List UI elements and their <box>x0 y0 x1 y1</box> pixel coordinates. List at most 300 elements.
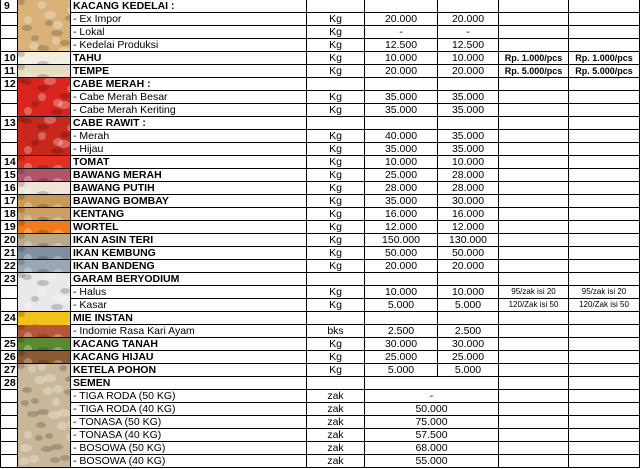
price-previous: 20.000 <box>365 13 438 26</box>
item-name: - Halus <box>71 286 307 299</box>
cement-bag-icon <box>18 364 71 468</box>
item-name: - TIGA RODA (40 KG) <box>71 403 307 416</box>
price-previous <box>365 312 438 325</box>
row-number <box>0 104 18 117</box>
item-name: BAWANG PUTIH <box>71 182 307 195</box>
note-current <box>569 91 640 104</box>
item-name: TEMPE <box>71 65 307 78</box>
note-current <box>569 0 640 13</box>
price-previous: 150.000 <box>365 234 438 247</box>
price-current: 35.000 <box>438 91 499 104</box>
note-current <box>569 273 640 286</box>
item-name: - BOSOWA (40 KG) <box>71 455 307 468</box>
note-previous <box>499 78 569 91</box>
row-number: 14 <box>0 156 18 169</box>
note-previous <box>499 312 569 325</box>
note-previous: 120/Zak isi 50 <box>499 299 569 312</box>
row-number <box>0 390 18 403</box>
item-name: - Hijau <box>71 143 307 156</box>
note-current <box>569 182 640 195</box>
price-previous: 10.000 <box>365 52 438 65</box>
table-row <box>0 403 640 416</box>
price-current <box>438 117 499 130</box>
price-previous: 12.000 <box>365 221 438 234</box>
price-current: 20.000 <box>438 65 499 78</box>
note-current <box>569 325 640 338</box>
note-previous <box>499 455 569 468</box>
price-previous: 25.000 <box>365 351 438 364</box>
price-current: 12.000 <box>438 221 499 234</box>
mackerel-icon <box>18 247 71 260</box>
red-chili-icon <box>18 78 71 117</box>
note-previous <box>499 221 569 234</box>
note-previous <box>499 247 569 260</box>
note-current <box>569 429 640 442</box>
unit-cell: Kg <box>307 338 365 351</box>
price-previous: - <box>365 26 438 39</box>
note-current <box>569 416 640 429</box>
price-current: 2.500 <box>438 325 499 338</box>
note-previous <box>499 325 569 338</box>
note-previous <box>499 364 569 377</box>
price-current: 35.000 <box>438 130 499 143</box>
note-current <box>569 377 640 390</box>
peanut-icon <box>18 325 71 338</box>
row-number <box>0 91 18 104</box>
table-row <box>0 78 640 91</box>
price-merged: - <box>365 390 499 403</box>
price-current <box>438 78 499 91</box>
table-row <box>0 312 640 325</box>
row-number <box>0 26 18 39</box>
table-row <box>0 117 640 130</box>
row-number <box>0 39 18 52</box>
note-current <box>569 39 640 52</box>
table-row <box>0 39 640 52</box>
price-previous: 35.000 <box>365 91 438 104</box>
row-number: 22 <box>0 260 18 273</box>
unit-cell: zak <box>307 416 365 429</box>
row-number: 27 <box>0 364 18 377</box>
price-current: 10.000 <box>438 156 499 169</box>
price-current <box>438 273 499 286</box>
price-previous: 20.000 <box>365 260 438 273</box>
price-previous: 10.000 <box>365 286 438 299</box>
table-row <box>0 143 640 156</box>
item-name: TAHU <box>71 52 307 65</box>
note-previous <box>499 338 569 351</box>
note-previous: Rp. 5.000/pcs <box>499 65 569 78</box>
note-previous <box>499 26 569 39</box>
unit-cell: Kg <box>307 39 365 52</box>
price-merged: 55.000 <box>365 455 499 468</box>
unit-cell <box>307 0 365 13</box>
price-current: 30.000 <box>438 338 499 351</box>
dried-anchovy-icon <box>18 234 71 247</box>
note-previous <box>499 403 569 416</box>
note-current: 120/Zak isi 50 <box>569 299 640 312</box>
unit-cell: Kg <box>307 104 365 117</box>
note-current <box>569 312 640 325</box>
item-name: BAWANG BOMBAY <box>71 195 307 208</box>
note-previous <box>499 169 569 182</box>
onion-icon <box>18 195 71 208</box>
price-previous: 50.000 <box>365 247 438 260</box>
row-number <box>0 13 18 26</box>
item-name: WORTEL <box>71 221 307 234</box>
item-name: IKAN ASIN TERI <box>71 234 307 247</box>
price-current <box>438 0 499 13</box>
price-previous: 28.000 <box>365 182 438 195</box>
row-number <box>0 403 18 416</box>
row-number: 23 <box>0 273 18 286</box>
price-current: 50.000 <box>438 247 499 260</box>
note-previous <box>499 91 569 104</box>
cassava-icon <box>18 351 71 364</box>
note-previous <box>499 13 569 26</box>
row-number <box>0 416 18 429</box>
item-name: - Ex Impor <box>71 13 307 26</box>
price-previous: 40.000 <box>365 130 438 143</box>
row-number: 26 <box>0 351 18 364</box>
unit-cell <box>307 78 365 91</box>
table-row <box>0 455 640 468</box>
price-current: 20.000 <box>438 260 499 273</box>
note-previous <box>499 0 569 13</box>
note-current <box>569 338 640 351</box>
unit-cell <box>307 312 365 325</box>
price-previous: 10.000 <box>365 156 438 169</box>
note-previous <box>499 195 569 208</box>
row-number: 10 <box>0 52 18 65</box>
row-number: 18 <box>0 208 18 221</box>
note-previous <box>499 156 569 169</box>
price-current: 10.000 <box>438 52 499 65</box>
unit-cell: Kg <box>307 299 365 312</box>
note-previous <box>499 416 569 429</box>
table-row <box>0 221 640 234</box>
unit-cell <box>307 273 365 286</box>
note-current <box>569 221 640 234</box>
table-row <box>0 234 640 247</box>
price-previous: 35.000 <box>365 104 438 117</box>
table-row <box>0 65 640 78</box>
table-row <box>0 338 640 351</box>
note-previous <box>499 351 569 364</box>
item-name: KACANG KEDELAI : <box>71 0 307 13</box>
table-row <box>0 52 640 65</box>
item-name: - TONASA (40 KG) <box>71 429 307 442</box>
unit-cell: Kg <box>307 286 365 299</box>
note-previous <box>499 390 569 403</box>
price-merged <box>365 377 499 390</box>
unit-cell: Kg <box>307 234 365 247</box>
unit-cell: Kg <box>307 26 365 39</box>
price-previous <box>365 273 438 286</box>
price-current: 5.000 <box>438 299 499 312</box>
note-current <box>569 26 640 39</box>
unit-cell: Kg <box>307 247 365 260</box>
table-row <box>0 299 640 312</box>
unit-cell: zak <box>307 390 365 403</box>
table-row <box>0 169 640 182</box>
note-previous <box>499 377 569 390</box>
item-name: - Kedelai Produksi <box>71 39 307 52</box>
row-number <box>0 130 18 143</box>
item-name: KACANG TANAH <box>71 338 307 351</box>
table-row <box>0 0 640 13</box>
table-row <box>0 247 640 260</box>
unit-cell: Kg <box>307 130 365 143</box>
price-current: 130.000 <box>438 234 499 247</box>
note-current <box>569 130 640 143</box>
item-name: CABE RAWIT : <box>71 117 307 130</box>
note-current <box>569 78 640 91</box>
price-previous: 35.000 <box>365 143 438 156</box>
note-current <box>569 208 640 221</box>
note-current <box>569 442 640 455</box>
potato-icon <box>18 208 71 221</box>
price-previous: 16.000 <box>365 208 438 221</box>
item-name: - Indomie Rasa Kari Ayam <box>71 325 307 338</box>
note-current <box>569 169 640 182</box>
price-current: 28.000 <box>438 182 499 195</box>
milkfish-icon <box>18 260 71 273</box>
unit-cell: zak <box>307 442 365 455</box>
price-merged: 75.000 <box>365 416 499 429</box>
note-previous <box>499 429 569 442</box>
unit-cell: Kg <box>307 182 365 195</box>
note-previous: Rp. 1.000/pcs <box>499 52 569 65</box>
note-current <box>569 117 640 130</box>
tempeh-icon <box>18 65 71 78</box>
table-row <box>0 156 640 169</box>
table-row <box>0 325 640 338</box>
unit-cell: bks <box>307 325 365 338</box>
unit-cell: Kg <box>307 143 365 156</box>
price-current: 20.000 <box>438 13 499 26</box>
price-current: 30.000 <box>438 195 499 208</box>
note-current <box>569 247 640 260</box>
item-name: - TIGA RODA (50 KG) <box>71 390 307 403</box>
item-name: - Cabe Merah Besar <box>71 91 307 104</box>
note-previous <box>499 39 569 52</box>
table-row <box>0 442 640 455</box>
note-current: 95/zak isi 20 <box>569 286 640 299</box>
table-row <box>0 91 640 104</box>
note-previous <box>499 234 569 247</box>
row-number: 9 <box>0 0 18 13</box>
price-previous: 12.500 <box>365 39 438 52</box>
price-merged: 57.500 <box>365 429 499 442</box>
price-current: 35.000 <box>438 143 499 156</box>
table-row <box>0 416 640 429</box>
price-merged: 50.000 <box>365 403 499 416</box>
table-row <box>0 273 640 286</box>
price-previous <box>365 0 438 13</box>
table-row <box>0 286 640 299</box>
note-current <box>569 260 640 273</box>
row-number: 20 <box>0 234 18 247</box>
price-previous <box>365 117 438 130</box>
note-previous <box>499 208 569 221</box>
note-previous <box>499 117 569 130</box>
tofu-icon <box>18 52 71 65</box>
note-current <box>569 104 640 117</box>
price-previous: 20.000 <box>365 65 438 78</box>
row-number: 16 <box>0 182 18 195</box>
item-name: - Lokal <box>71 26 307 39</box>
unit-cell: Kg <box>307 260 365 273</box>
unit-cell: Kg <box>307 351 365 364</box>
item-name: CABE MERAH : <box>71 78 307 91</box>
price-previous: 5.000 <box>365 364 438 377</box>
table-row <box>0 182 640 195</box>
unit-cell: Kg <box>307 169 365 182</box>
table-row <box>0 104 640 117</box>
price-current: 28.000 <box>438 169 499 182</box>
note-previous <box>499 104 569 117</box>
item-name: SEMEN <box>71 377 307 390</box>
price-current: - <box>438 26 499 39</box>
tomato-icon <box>18 156 71 169</box>
unit-cell: Kg <box>307 52 365 65</box>
unit-cell: Kg <box>307 91 365 104</box>
unit-cell: Kg <box>307 156 365 169</box>
table-row <box>0 377 640 390</box>
table-row <box>0 195 640 208</box>
item-name: KETELA POHON <box>71 364 307 377</box>
price-current: 12.500 <box>438 39 499 52</box>
price-current: 10.000 <box>438 286 499 299</box>
row-number: 25 <box>0 338 18 351</box>
row-number: 24 <box>0 312 18 325</box>
mung-bean-icon <box>18 338 71 351</box>
note-previous <box>499 182 569 195</box>
row-number <box>0 143 18 156</box>
table-row <box>0 429 640 442</box>
item-name: TOMAT <box>71 156 307 169</box>
row-number <box>0 325 18 338</box>
note-current <box>569 403 640 416</box>
row-number: 21 <box>0 247 18 260</box>
note-previous <box>499 273 569 286</box>
item-name: MIE INSTAN <box>71 312 307 325</box>
unit-cell: Kg <box>307 65 365 78</box>
garlic-icon <box>18 182 71 195</box>
note-current: Rp. 5.000/pcs <box>569 65 640 78</box>
note-current <box>569 195 640 208</box>
table-row <box>0 26 640 39</box>
note-previous <box>499 143 569 156</box>
row-number: 12 <box>0 78 18 91</box>
note-current <box>569 156 640 169</box>
price-previous: 5.000 <box>365 299 438 312</box>
note-current: Rp. 1.000/pcs <box>569 52 640 65</box>
note-previous: 95/zak isi 20 <box>499 286 569 299</box>
row-number: 19 <box>0 221 18 234</box>
note-current <box>569 234 640 247</box>
unit-cell: Kg <box>307 221 365 234</box>
price-previous: 30.000 <box>365 338 438 351</box>
price-current: 25.000 <box>438 351 499 364</box>
unit-cell: Kg <box>307 208 365 221</box>
row-number: 11 <box>0 65 18 78</box>
note-current <box>569 143 640 156</box>
item-name: GARAM BERYODIUM <box>71 273 307 286</box>
item-name: KENTANG <box>71 208 307 221</box>
table-row <box>0 390 640 403</box>
price-previous: 25.000 <box>365 169 438 182</box>
note-current <box>569 351 640 364</box>
note-current <box>569 390 640 403</box>
carrot-icon <box>18 221 71 234</box>
shallot-icon <box>18 169 71 182</box>
unit-cell: zak <box>307 455 365 468</box>
table-row <box>0 260 640 273</box>
note-previous <box>499 442 569 455</box>
note-current <box>569 13 640 26</box>
item-name: KACANG HIJAU <box>71 351 307 364</box>
table-row <box>0 364 640 377</box>
unit-cell: zak <box>307 429 365 442</box>
row-number <box>0 299 18 312</box>
salt-icon <box>18 273 71 312</box>
price-current: 35.000 <box>438 104 499 117</box>
price-previous <box>365 78 438 91</box>
row-number <box>0 429 18 442</box>
soybeans-icon <box>18 0 71 52</box>
table-row <box>0 13 640 26</box>
row-number <box>0 442 18 455</box>
table-row <box>0 208 640 221</box>
item-name: - Cabe Merah Keriting <box>71 104 307 117</box>
item-name: - Merah <box>71 130 307 143</box>
item-name: IKAN BANDENG <box>71 260 307 273</box>
price-previous: 2.500 <box>365 325 438 338</box>
unit-cell: Kg <box>307 364 365 377</box>
note-current <box>569 364 640 377</box>
item-name: - TONASA (50 KG) <box>71 416 307 429</box>
note-previous <box>499 260 569 273</box>
unit-cell: Kg <box>307 195 365 208</box>
item-name: - BOSOWA (50 KG) <box>71 442 307 455</box>
price-merged: 68.000 <box>365 442 499 455</box>
row-number <box>0 286 18 299</box>
price-current: 16.000 <box>438 208 499 221</box>
unit-cell: zak <box>307 403 365 416</box>
note-current <box>569 455 640 468</box>
unit-cell <box>307 117 365 130</box>
note-previous <box>499 130 569 143</box>
unit-cell: Kg <box>307 13 365 26</box>
item-name: IKAN KEMBUNG <box>71 247 307 260</box>
price-current: 5.000 <box>438 364 499 377</box>
price-current <box>438 312 499 325</box>
table-row <box>0 351 640 364</box>
item-name: BAWANG MERAH <box>71 169 307 182</box>
row-number: 17 <box>0 195 18 208</box>
row-number <box>0 455 18 468</box>
table-row <box>0 130 640 143</box>
row-number: 15 <box>0 169 18 182</box>
row-number: 13 <box>0 117 18 130</box>
bird-chili-icon <box>18 117 71 156</box>
unit-cell <box>307 377 365 390</box>
price-previous: 35.000 <box>365 195 438 208</box>
row-number: 28 <box>0 377 18 390</box>
item-name: - Kasar <box>71 299 307 312</box>
